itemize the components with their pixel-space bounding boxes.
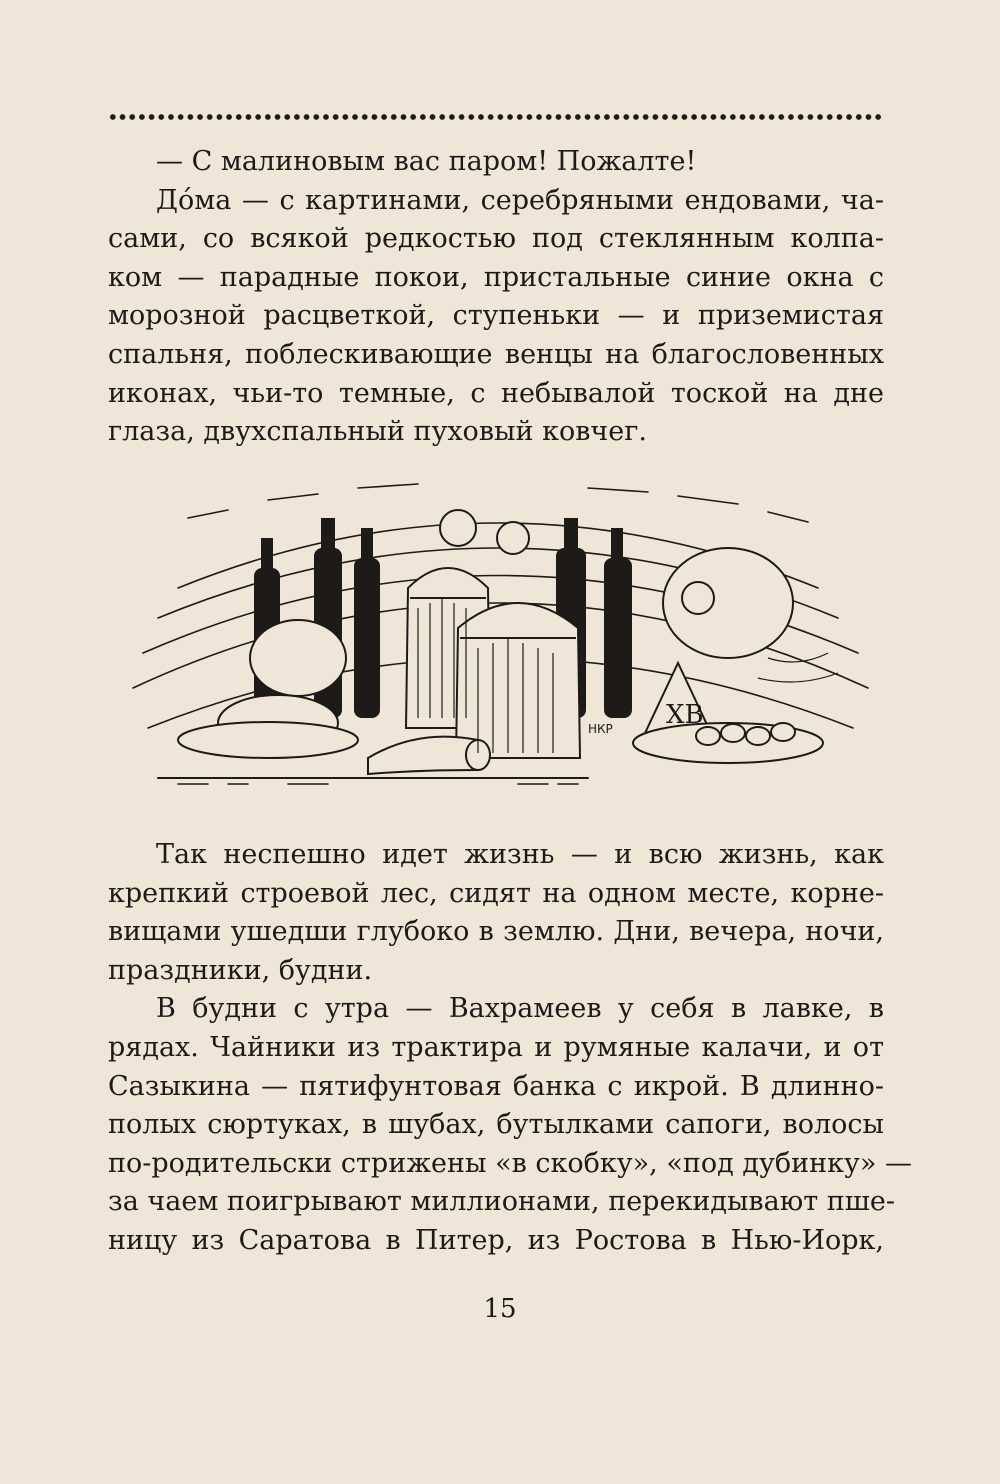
text-line: До́ма — с картинами, серебряными ендовами, ча-	[156, 184, 884, 216]
text-line: ницу из Саратова в Питер, из Ростова в Нью-Иорк,	[108, 1224, 884, 1256]
text-line: иконах, чьи-то темные, с небывалой тоской на дне	[108, 377, 884, 409]
text-block-bottom	[108, 836, 912, 1261]
text-line: В будни с утра — Вахрамеев у себя в лавке, в	[156, 993, 884, 1025]
text-line: глаза, двухспальный пуховый ковчег.	[108, 416, 647, 448]
text-line: ком — парадные покои, пристальные синие окна с	[108, 261, 884, 293]
text-line: сами, со всякой редкостью под стеклянным колпа-	[108, 223, 884, 255]
text-block-top	[108, 143, 884, 452]
text-line: по-родительски стрижены «в скобку», «под дубинку» —	[108, 1147, 912, 1179]
text-line: вищами ушедши глубоко в землю. Дни, вечера, ночи,	[108, 916, 884, 948]
plate-mark-xb: ХВ	[666, 700, 704, 730]
dotted-rule	[108, 110, 884, 124]
text-line: полых сюртуках, в шубах, бутылками сапоги, волосы	[108, 1109, 884, 1141]
easter-table-illustration-icon	[118, 478, 888, 810]
text-line: Сазыкина — пятифунтовая банка с икрой. В длинно-	[108, 1070, 884, 1102]
plate-mark-nkr: НКР	[588, 722, 613, 736]
text-line: Так неспешно идет жизнь — и всю жизнь, как	[156, 839, 884, 870]
page-number: 15	[483, 1294, 517, 1324]
text-line: морозной расцветкой, ступеньки — и приземистая	[108, 300, 884, 332]
text-line: — С малиновым вас паром! Пожалте!	[156, 146, 697, 177]
text-line: праздники, будни.	[108, 954, 373, 986]
text-line: спальня, поблескивающие венцы на благословенных	[108, 338, 884, 370]
text-line: за чаем поигрывают миллионами, перекидывают пше-	[108, 1186, 895, 1218]
text-line: крепкий строевой лес, сидят на одном месте, корне-	[108, 877, 884, 909]
text-line: рядах. Чайники из трактира и румяные калачи, и от	[108, 1031, 884, 1063]
